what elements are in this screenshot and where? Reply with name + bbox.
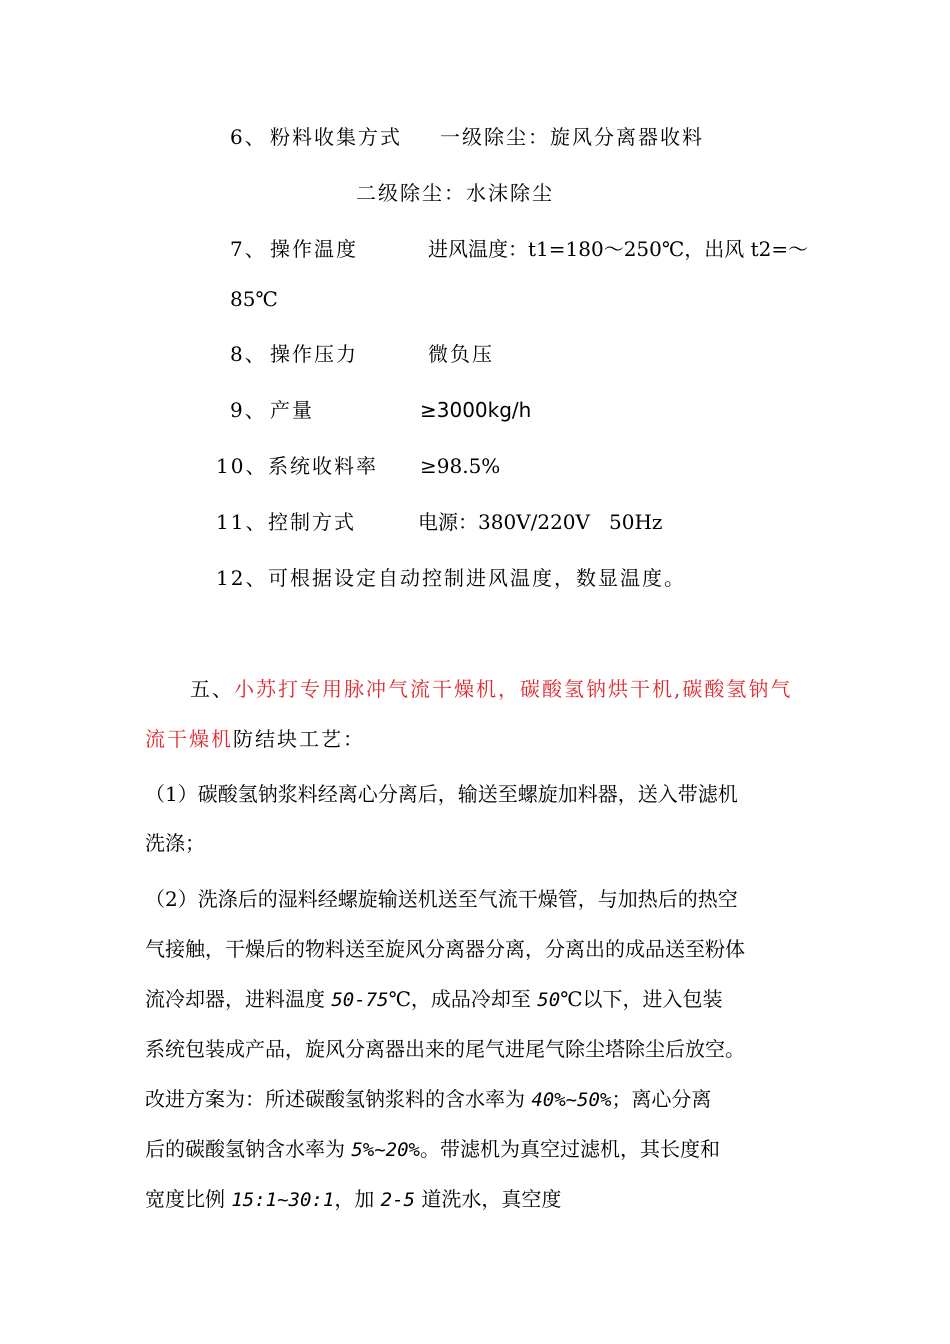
item-6-num: 6、 <box>230 125 267 149</box>
item-11-num: 11、 <box>216 510 268 534</box>
p2-l5c: ；离心分离 <box>611 1087 712 1111</box>
p2-l6b: 5%~20% <box>351 1139 420 1161</box>
item-12-num: 12、 <box>216 566 268 590</box>
p2-line-7 <box>145 1185 561 1214</box>
p2-line-6 <box>145 1135 720 1164</box>
p2-line-5 <box>145 1085 711 1114</box>
section-heading-line-1 <box>190 675 792 703</box>
p1-line-1: （1）碳酸氢钠浆料经离心分离后，输送至螺旋加料器，送入带滤机 <box>145 782 738 806</box>
p2-l6c: 。带滤机为真空过滤机，其长度和 <box>420 1137 720 1161</box>
p2-l6a: 后的碳酸氢钠含水率为 <box>145 1137 352 1161</box>
p2-line-1: （2）洗涤后的湿料经螺旋输送机送至气流干燥管，与加热后的热空 <box>145 887 738 911</box>
item-7-num: 7、 <box>230 237 267 261</box>
p2-l7c: ，加 <box>334 1187 381 1211</box>
p2-l3c: ℃，成品冷却至 <box>388 987 538 1011</box>
section-prefix: 五、 <box>190 677 234 701</box>
p2-line-3 <box>145 985 723 1014</box>
item-11-label: 控制方式 <box>268 510 356 534</box>
item-8-label: 操作压力 <box>270 342 358 366</box>
section-suffix: 防结块工艺： <box>233 727 365 751</box>
item-8-num: 8、 <box>230 342 267 366</box>
item-9-label: 产量 <box>270 398 314 422</box>
p2-line-2: 气接触，干燥后的物料送至旋风分离器分离，分离出的成品送至粉体 <box>145 937 745 961</box>
p2-l5b: 40%~50% <box>531 1089 612 1111</box>
p2-l3b: 50-75 <box>331 989 389 1011</box>
p2-line-4: 系统包装成产品，旋风分离器出来的尾气进尾气除尘塔除尘后放空。 <box>145 1037 745 1061</box>
p2-l5a: 改进方案为：所述碳酸氢钠浆料的含水率为 <box>145 1087 532 1111</box>
p2-l7d: 2-5 <box>380 1189 415 1211</box>
item-9-value: ≥3000kg/h <box>420 398 532 422</box>
item-10-num: 10、 <box>216 454 268 478</box>
item-10-label: 系统收料率 <box>268 454 378 478</box>
item-7-label: 操作温度 <box>270 237 358 261</box>
p2-l3a: 流冷却器，进料温度 <box>145 987 332 1011</box>
item-7-value-2: 85℃ <box>230 287 278 311</box>
p2-l3d: 50 <box>537 989 561 1011</box>
p2-l7b: 15:1~30:1 <box>231 1189 335 1211</box>
item-6-label: 粉料收集方式 <box>270 125 402 149</box>
section-heading-line-2 <box>145 725 365 753</box>
item-12-text: 可根据设定自动控制进风温度，数显温度。 <box>268 566 686 590</box>
item-6-value: 一级除尘：旋风分离器收料 <box>440 125 704 149</box>
p1-line-2: 洗涤； <box>145 831 205 855</box>
item-8-value: 微负压 <box>428 342 494 366</box>
section-red-title-1: 小苏打专用脉冲气流干燥机，碳酸氢钠烘干机,碳酸氢钠气 <box>234 677 793 701</box>
section-red-title-2: 流干燥机 <box>145 727 233 751</box>
p2-l3e: ℃以下，进入包装 <box>560 987 723 1011</box>
item-7-value: 进风温度：t1=180～250℃，出风 t2=～ <box>428 237 809 261</box>
item-11-value: 电源：380V/220V 50Hz <box>418 510 663 534</box>
item-10-value: ≥98.5% <box>420 454 501 478</box>
item-9-num: 9、 <box>230 398 267 422</box>
item-6-value-2: 二级除尘：水沫除尘 <box>356 181 554 205</box>
p2-l7a: 宽度比例 <box>145 1187 232 1211</box>
p2-l7e: 道洗水，真空度 <box>415 1187 562 1211</box>
